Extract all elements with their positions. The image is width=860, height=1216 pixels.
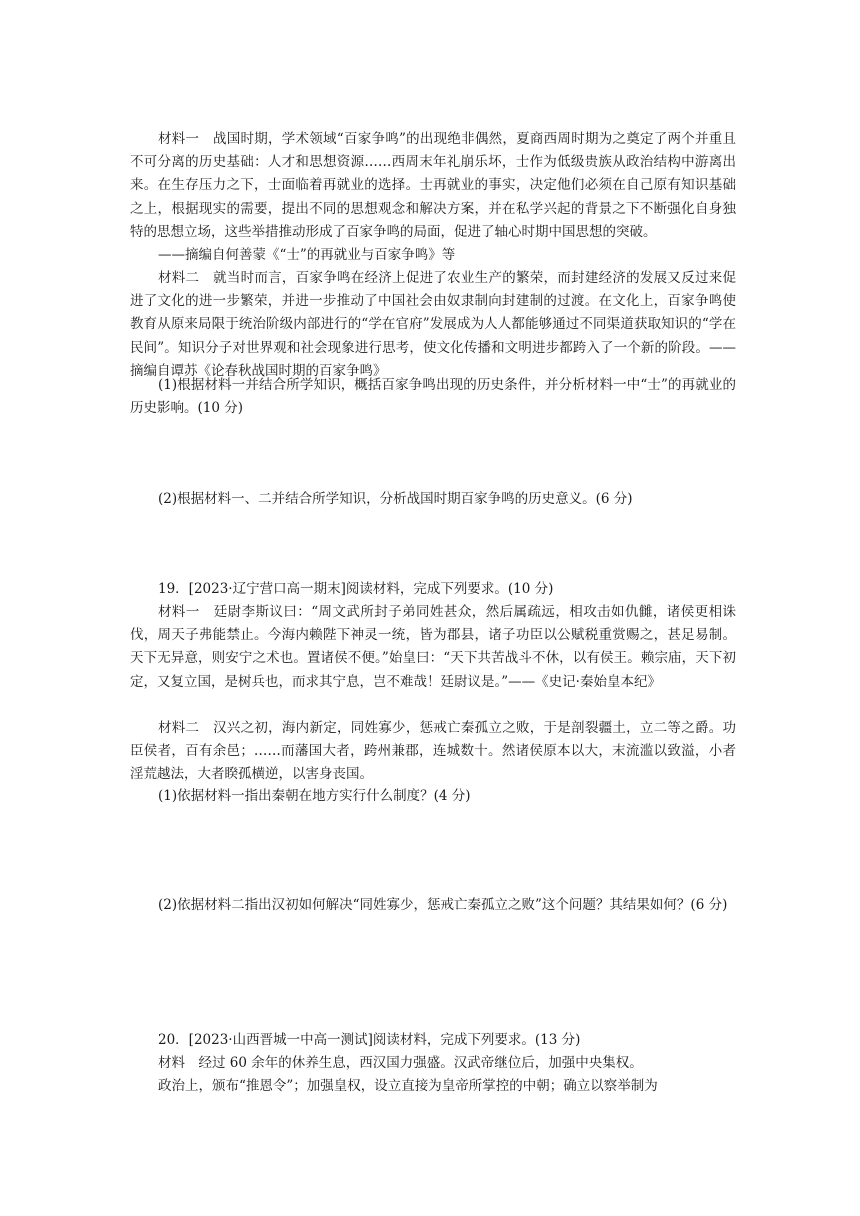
q18-question-1: (1)根据材料一并结合所学知识，概括百家争鸣出现的历史条件，并分析材料一中“士”的再就业的历史影响。(10 分) xyxy=(130,377,736,417)
q18-question-2: (2)根据材料一、二并结合所学知识，分析战国时期百家争鸣的历史意义。(6 分) xyxy=(158,491,633,507)
q19-question-2: (2)依据材料二指出汉初如何解决“同姓寡少，惩戒亡秦孤立之败”这个问题？其结果如何？(6 分) xyxy=(158,897,728,913)
q19-material-2: 材料二 汉兴之初，海内新定，同姓寡少，惩戒亡秦孤立之败，于是剖裂疆土，立二等之爵。功臣侯者，百有余邑；……而藩国大者，跨州兼郡，连城数十。然诸侯原本以大，末流滥以致溢，小者淫荒越法，大者睽孤横逆，以害身丧国。 xyxy=(130,720,736,783)
q19-question-1: (1)依据材料一指出秦朝在地方实行什么制度？(4 分) xyxy=(158,788,471,804)
q18-material-1: 材料一 战国时期，学术领域“百家争鸣”的出现绝非偶然，夏商西周时期为之奠定了两个并重且不可分离的历史基础：人才和思想资源……西周末年礼崩乐坏，士作为低级贵族从政治结构中游离出来。在生存压力之下，士面临着再就业的选择。士再就业的事实，决定他们必须在自己原有知识基础之上，根据现实的需要，提出不同的思想观念和解决方案，并在私学兴起的背景之下不断强化自身独特的思想立场，这些举措推动形成了百家争鸣的局面，促进了轴心时期中国思想的突破。 xyxy=(130,131,736,240)
q18-material-2: 材料二 就当时而言，百家争鸣在经济上促进了农业生产的繁荣，而封建经济的发展又反过来促进了文化的进一步繁荣，并进一步推动了中国社会由奴隶制向封建制的过渡。在文化上，百家争鸣使教育从原来局限于统治阶级内部进行的“学在官府”发展成为人人都能够通过不同渠道获取知识的“学在民间”。知识分子对世界观和社会现象进行思考，使文化传播和文明进步都跨入了一个新的阶段。——摘编自谭苏《论春秋战国时期的百家争鸣》 xyxy=(130,270,736,379)
q20-material-line-1: 材料 经过 60 余年的休养生息，西汉国力强盛。汉武帝继位后，加强中央集权。 xyxy=(158,1055,643,1071)
q20-material-line-2: 政治上，颁布“推恩令”；加强皇权，设立直接为皇帝所掌控的中朝；确立以察举制为 xyxy=(158,1078,658,1094)
q19-material-1: 材料一 廷尉李斯议曰：“周文武所封子弟同姓甚众，然后属疏远，相攻击如仇雠，诸侯更相诛伐，周天子弗能禁止。今海内赖陛下神灵一统，皆为郡县，诸子功臣以公赋税重赏赐之，甚足易制。天下无异意，则安宁之术也。置诸侯不便。”始皇曰：“天下共苦战斗不休，以有侯王。赖宗庙，天下初定，又复立国，是树兵也，而求其宁息，岂不难哉！廷尉议是。”——《史记·秦始皇本纪》 xyxy=(130,604,736,690)
q18-source-1: ——摘编自何善蒙《“士”的再就业与百家争鸣》等 xyxy=(158,247,456,263)
q20-header: 20．[2023·山西晋城一中高一测试]阅读材料，完成下列要求。(13 分) xyxy=(158,1032,581,1048)
q19-header: 19．[2023·辽宁营口高一期末]阅读材料，完成下列要求。(10 分) xyxy=(158,581,554,597)
